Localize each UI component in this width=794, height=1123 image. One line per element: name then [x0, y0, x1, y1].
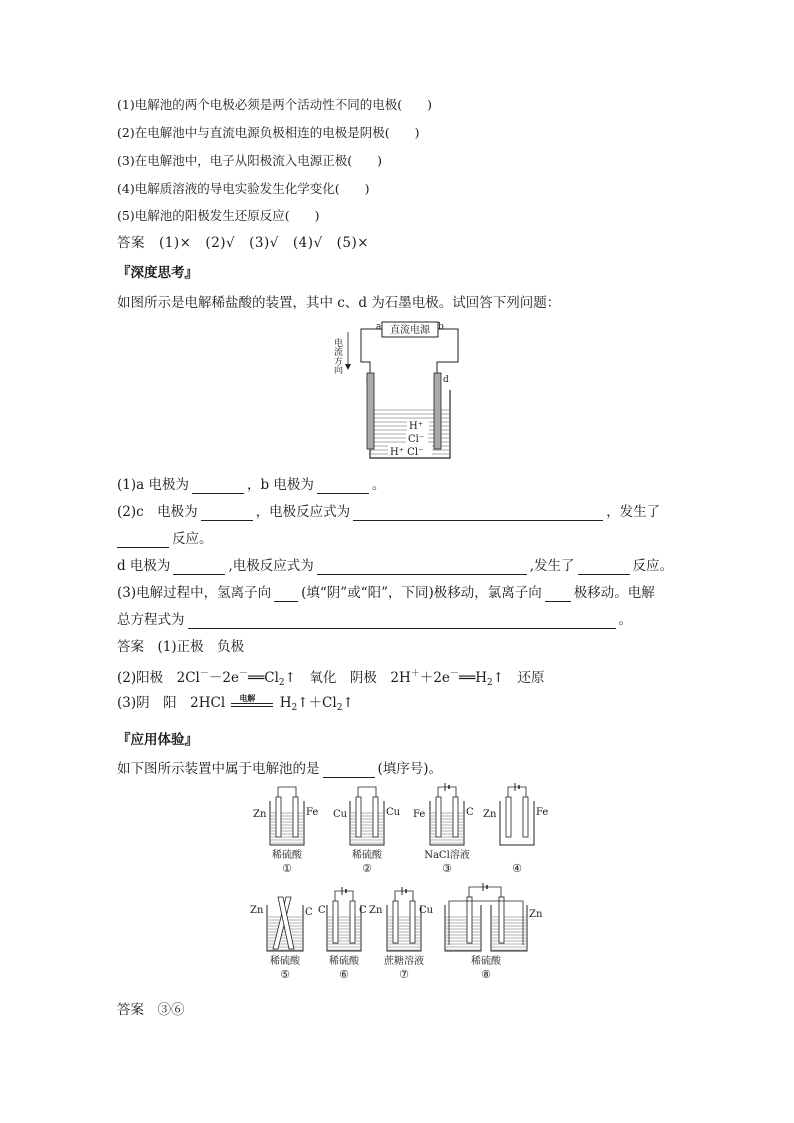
electrode-label-left-4: Zn — [250, 905, 264, 916]
electrode-label-left-6: Zn — [369, 905, 383, 916]
answer-judgments: 答案 (1)× (2)√ (3)√ (4)√ (5)× — [117, 235, 370, 251]
condition-label: 电解 — [239, 692, 256, 703]
q2-blank-c[interactable] — [201, 506, 253, 521]
a2-part-6: ══H — [458, 670, 487, 686]
electrode-left-2 — [436, 797, 441, 837]
label-a: a — [376, 322, 382, 332]
eq-line-2 — [231, 706, 273, 707]
question-2d — [117, 557, 673, 575]
a2-part-1: (2)阳极 2Cl — [117, 670, 200, 686]
q1-blank-a[interactable] — [192, 479, 244, 494]
device-number-0: ① — [282, 862, 292, 875]
wire-0 — [278, 787, 296, 797]
device-number-4: ⑤ — [280, 968, 290, 981]
electrode-left-5 — [333, 901, 338, 943]
apply-question — [117, 760, 442, 778]
beaker-2 — [430, 801, 464, 845]
apply-text-1: 如下图所示装置中属于电解池的是 — [117, 761, 320, 777]
q3-blank-total[interactable] — [188, 614, 616, 629]
solution-label-4: 稀硫酸 — [270, 956, 300, 967]
a3-sub-cl: 2 — [336, 703, 343, 713]
a2-sup-minus: － — [199, 669, 209, 679]
device-number-7: ⑧ — [481, 968, 491, 981]
section-apply: 『应用体验』 — [117, 732, 198, 748]
electrode-right-6 — [410, 901, 415, 943]
label-b: b — [438, 322, 444, 332]
electrode-label-right-1: Cu — [386, 807, 401, 818]
wire-1 — [358, 787, 376, 797]
a3-part-3: ↑＋Cl — [297, 695, 337, 711]
judgment-2: (2)在电解池中与直流电源负极相连的电极是阴极( ) — [117, 125, 420, 140]
solution-label-5: 稀硫酸 — [329, 956, 359, 967]
device-number-3: ④ — [512, 862, 522, 875]
electrolysis-condition — [229, 692, 275, 713]
a2-sup-e1: － — [238, 669, 248, 679]
q2d-text-4: 反应。 — [632, 558, 674, 574]
a2-part-2: －2e — [208, 670, 239, 686]
electrode-right-0 — [293, 797, 298, 837]
answer-apply: 答案 ③⑥ — [117, 1002, 185, 1018]
wire-right — [437, 329, 458, 373]
q3-blank-cl[interactable] — [545, 587, 571, 602]
q2-text-3: ，发生了 — [606, 504, 661, 520]
q2d-text-3: ,发生了 — [529, 558, 575, 574]
a2-part-4: ↑ 氧化 阴极 2H — [284, 670, 411, 686]
a2-sub-cl: 2 — [278, 678, 285, 688]
beaker-3 — [500, 801, 534, 845]
ion-cl: Cl⁻ — [408, 434, 425, 445]
q3-text-1: (3)电解过程中，氢离子向 — [117, 585, 272, 601]
electrode-label-right-2: C — [466, 807, 474, 818]
judgment-5: (5)电解池的阳极发生还原反应( ) — [117, 208, 320, 223]
question-2 — [117, 503, 660, 521]
question-3-cont — [117, 611, 632, 629]
a3-sub-h: 2 — [291, 703, 298, 713]
electrode-label-right-3: Fe — [536, 807, 549, 818]
device-number-2: ③ — [442, 862, 452, 875]
current-arrowhead — [345, 364, 351, 370]
a2-sup-plus: ＋ — [410, 669, 420, 679]
q2d-text-2: ,电极反应式为 — [228, 558, 314, 574]
device-number-5: ⑥ — [339, 968, 349, 981]
electrode-label-left-3: Zn — [483, 809, 497, 820]
a3-part-4: ↑ — [342, 695, 354, 711]
section-deep-thinking: 『深度思考』 — [117, 265, 198, 281]
electrode-label-left-1: Cu — [333, 809, 348, 820]
beaker-0 — [270, 801, 304, 845]
wire-2 — [438, 787, 456, 797]
electrode-label-right-4: C — [305, 907, 313, 918]
dc-power-label: 直流电源 — [390, 325, 430, 336]
q2-text-1: (2)c 电极为 — [117, 504, 198, 520]
q1-text-1: (1)a 电极为 — [117, 477, 189, 493]
electrode-label-left-0: Zn — [253, 809, 267, 820]
current-dir-text: 电流方向 — [332, 338, 342, 374]
q1-text-3: 。 — [371, 477, 386, 493]
deep-intro: 如图所示是电解稀盐酸的装置，其中 c、d 为石墨电极。试回答下列问题： — [117, 295, 561, 311]
wire-5 — [335, 891, 353, 901]
question-3 — [117, 584, 655, 602]
solution-label-1: 稀硫酸 — [352, 850, 382, 861]
electrode-right-7 — [499, 897, 504, 943]
electrode-left-3 — [506, 797, 511, 837]
devices-figure — [245, 783, 565, 993]
electrode-right-3 — [523, 797, 528, 837]
electrode-label-left-2: Fe — [413, 809, 426, 820]
a2-sub-h: 2 — [486, 678, 493, 688]
solution-label-0: 稀硫酸 — [272, 850, 302, 861]
electrode-right-5 — [350, 901, 355, 943]
judgment-4: (4)电解质溶液的导电实验发生化学变化( ) — [117, 181, 370, 196]
electrode-right-2 — [453, 797, 458, 837]
q2-blank-type[interactable] — [117, 533, 169, 548]
q2-blank-eq[interactable] — [353, 506, 603, 521]
apply-blank[interactable] — [323, 763, 375, 778]
electrolysis-figure — [332, 318, 462, 464]
q3-text-3: 极移动。电解 — [573, 585, 655, 601]
q2d-blank-d[interactable] — [173, 560, 225, 575]
wire-left — [361, 329, 382, 373]
q2d-text-1: d 电极为 — [117, 558, 171, 574]
wire-3 — [508, 787, 526, 797]
eq-line-1 — [231, 703, 273, 704]
electrode-left-1 — [356, 797, 361, 837]
judgment-1: (1)电解池的两个电极必须是两个活动性不同的电极( ) — [117, 97, 432, 112]
ion-h-cl: H⁺ Cl⁻ — [390, 447, 424, 458]
a2-part-3: ══Cl — [247, 670, 279, 686]
a3-part-1: (3)阴 阳 2HCl — [117, 695, 226, 711]
q1-text-2: ，b 电极为 — [246, 477, 314, 493]
answer-deep-2 — [117, 665, 545, 692]
electrode-left-7 — [467, 897, 472, 943]
q2-text-2: ，电极反应式为 — [255, 504, 351, 520]
electrode-d — [434, 373, 441, 449]
electrode-label-right-5: C — [359, 905, 367, 916]
electrode-left-0 — [276, 797, 281, 837]
solution-label-6: 蔗糖溶液 — [384, 956, 424, 967]
wire-6 — [395, 891, 413, 901]
electrode-c — [367, 373, 374, 449]
q3-text-5: 。 — [618, 612, 632, 628]
q1-blank-b[interactable] — [317, 479, 369, 494]
electrode-label-right-6: Cu — [419, 905, 434, 916]
q3-text-4: 总方程式为 — [117, 612, 185, 628]
q2d-blank-eq[interactable] — [317, 560, 527, 575]
answer-deep-3 — [117, 694, 354, 717]
device-number-6: ⑦ — [399, 968, 409, 981]
device-number-1: ② — [362, 862, 372, 875]
a2-sup-e2: － — [449, 669, 459, 679]
beaker-1 — [350, 801, 384, 845]
electrode-left-6 — [393, 901, 398, 943]
electrode-label-right-0: Fe — [306, 807, 319, 818]
current-direction-label — [332, 337, 343, 374]
electrode-label-right-7: Zn — [529, 909, 543, 920]
q2-text-4: 反应。 — [172, 531, 213, 547]
ion-h: H⁺ — [409, 421, 423, 432]
electrode-label-left-5: C — [318, 905, 326, 916]
question-2-cont — [117, 530, 213, 548]
label-d: d — [443, 375, 449, 385]
q2d-blank-type[interactable] — [578, 560, 630, 575]
question-1 — [117, 476, 385, 494]
answer-deep-1: 答案 (1)正极 负极 — [117, 639, 245, 655]
judgment-3: (3)在电解池中，电子从阳极流入电源正极( ) — [117, 153, 382, 168]
a2-part-7: ↑ 还原 — [492, 670, 545, 686]
electrode-right-1 — [373, 797, 378, 837]
q3-blank-h[interactable] — [274, 587, 298, 602]
q3-text-2: (填“阴”或“阳”，下同)极移动，氯离子向 — [301, 585, 542, 601]
a2-part-5: ＋2e — [419, 670, 450, 686]
apply-text-2: (填序号)。 — [377, 761, 443, 777]
wire-7 — [469, 887, 501, 897]
solution-label-7: 稀硫酸 — [471, 956, 501, 967]
a3-part-2: H — [279, 695, 292, 711]
solution-label-2: NaCl溶液 — [424, 850, 470, 861]
